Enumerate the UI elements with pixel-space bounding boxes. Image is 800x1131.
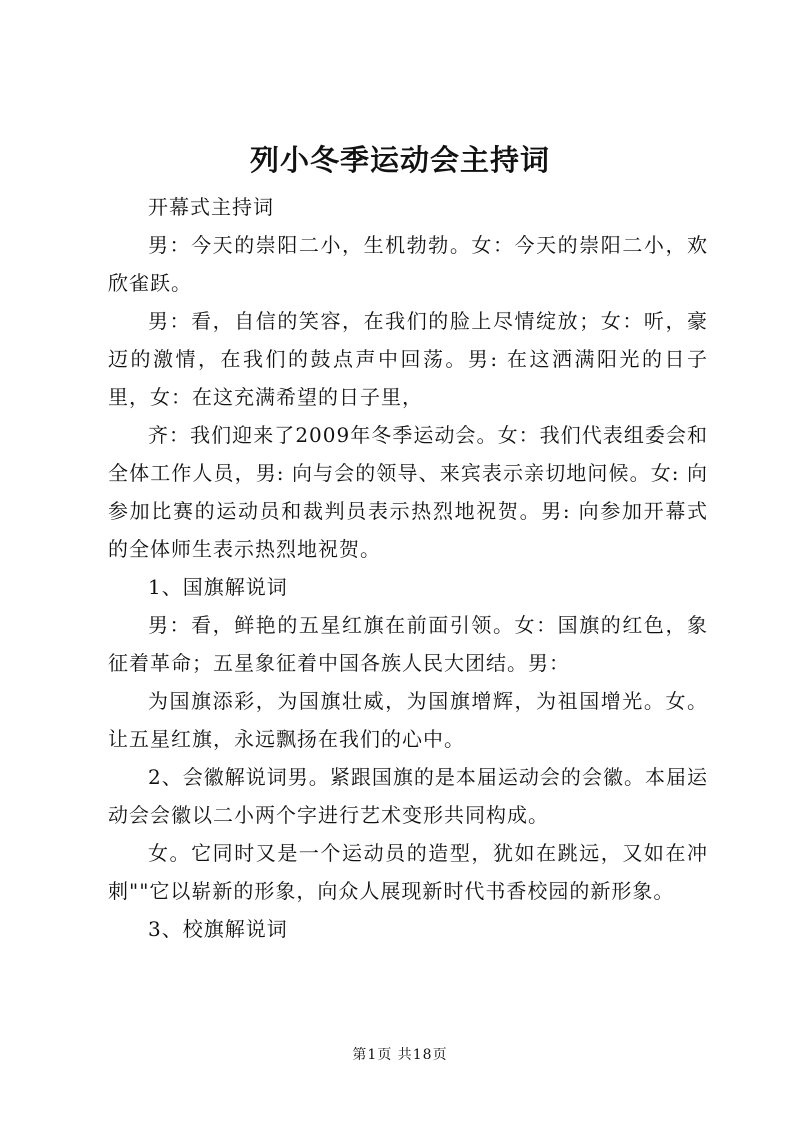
paragraph-3: 男：看，自信的笑容，在我们的脸上尽情绽放；女：听，豪迈的激情，在我们的鼓点声中回荡。男: 在这洒满阳光的日子里，女：在这充满希望的日子里， [108,309,708,409]
paragraph-5: 1、国旗解说词 [148,575,288,599]
paragraph-8: 2、会徽解说词男。紧跟国旗的是本届运动会的会徽。本届运动会会徽以二小两个字进行艺术变形共同构成。 [108,765,708,827]
paragraph-4: 齐：我们迎来了2009年冬季运动会。女：我们代表组委会和全体工作人员，男: 向与会的领导、来宾表示亲切地问候。女: 向参加比赛的运动员和裁判员表示热烈地祝贺。男: 向参加开幕式的全体师生表示热烈地祝贺。 [108,423,708,561]
document-body [108,188,708,948]
paragraph-10: 3、校旗解说词 [148,917,288,941]
document-title: 列小冬季运动会主持词 [249,143,550,177]
paragraph-6: 男：看，鲜艳的五星红旗在前面引领。女：国旗的红色，象征着革命；五星象征着中国各族人民大团结。男： [108,613,708,675]
paragraph-7: 为国旗添彩，为国旗壮威，为国旗增辉，为祖国增光。女。让五星红旗，永远飘扬在我们的心中。 [108,689,708,751]
paragraph-1: 开幕式主持词 [148,195,274,219]
paragraph-2: 男：今天的崇阳二小，生机勃勃。女：今天的崇阳二小，欢欣雀跃。 [108,233,708,295]
page-number-footer: 第1页 共18页 [352,1047,448,1063]
paragraph-9: 女。它同时又是一个运动员的造型，犹如在跳远，又如在冲刺""它以崭新的形象，向众人展现新时代书香校园的新形象。 [108,841,708,903]
